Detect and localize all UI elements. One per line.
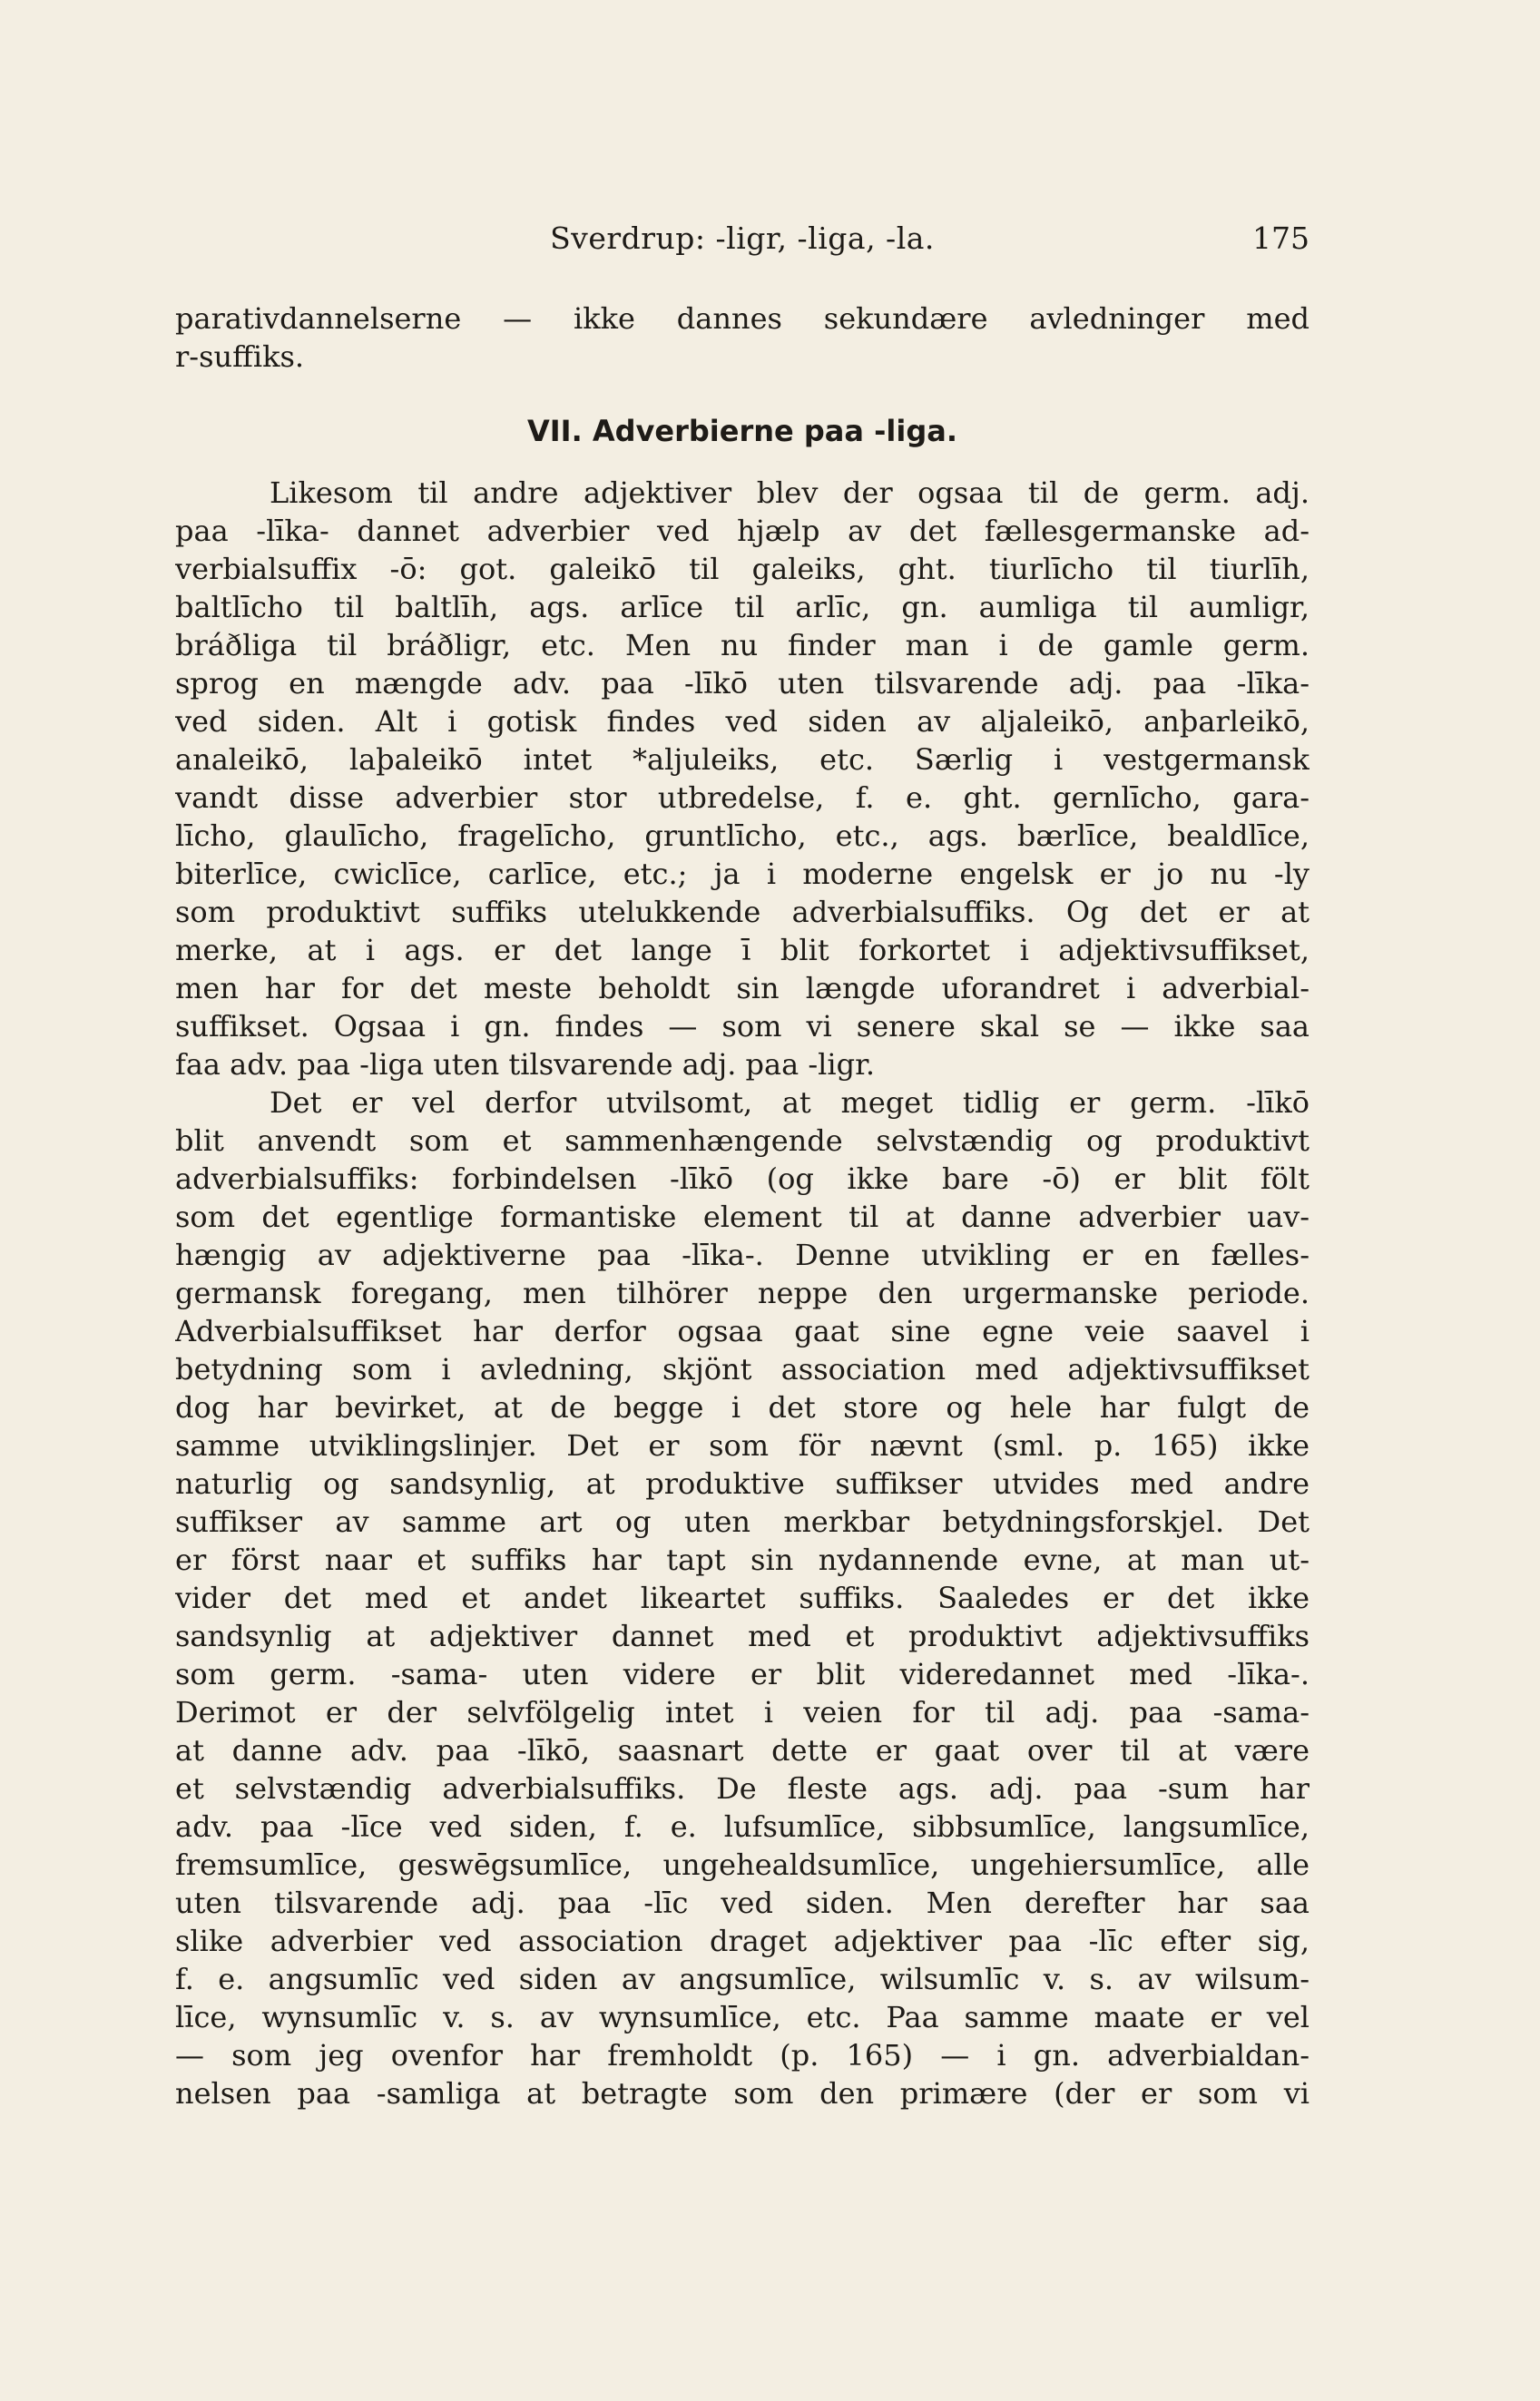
text-line: germansk foregang, men tilhörer neppe den urgermanske periode. [175,1276,1309,1310]
text-line: er först naar et suffiks har tapt sin nydannende evne, at man ut- [175,1543,1309,1577]
text-line: adverbialsuffiks: forbindelsen -līkō (og ikke bare -ō) er blit fölt [175,1161,1309,1196]
text-line: līcho, glaulīcho, fragelīcho, gruntlīcho, etc., ags. bærlīce, bealdlīce, [175,818,1309,853]
text-line: verbialsuffix -ō: got. galeikō til galeiks, ght. tiurlīcho til tiurlīh, [175,552,1309,586]
text-line: som germ. -sama- uten videre er blit videredannet med -līka-. [175,1657,1309,1691]
text-line: naturlig og sandsynlig, at produktive suffikser utvides med andre [175,1466,1309,1501]
text-line: men har for det meste beholdt sin længde uforandret i adverbial- [175,971,1309,1005]
text-line: uten tilsvarende adj. paa -līc ved siden. Men derefter har saa [175,1886,1309,1920]
text-line: slike adverbier ved association draget adjektiver paa -līc efter sig, [175,1924,1309,1958]
text-line: Det er vel derfor utvilsomt, at meget tidlig er germ. -līkō [270,1085,1309,1120]
text-line: Likesom til andre adjektiver blev der ogsaa til de germ. adj. [270,475,1309,510]
running-title: Sverdrup: -ligr, -liga, -la. [550,220,935,256]
paragraph-1 [175,474,1309,1083]
running-header [175,220,1309,264]
text-line: samme utviklingslinjer. Det er som för nævnt (sml. p. 165) ikke [175,1428,1309,1463]
intro-text [175,299,1309,376]
paragraph-2 [175,1083,1309,2112]
text-line: sprog en mængde adv. paa -līkō uten tilsvarende adj. paa -līka- [175,666,1309,701]
text-line: betydning som i avledning, skjönt association med adjektivsuffikset [175,1352,1309,1387]
text-line: vider det med et andet likeartet suffiks. Saaledes er det ikke [175,1581,1309,1615]
text-line: dog har bevirket, at de begge i det store og hele har fulgt de [175,1390,1309,1425]
text-line: baltlīcho til baltlīh, ags. arlīce til arlīc, gn. aumliga til aumligr, [175,590,1309,624]
text-line: līce, wynsumlīc v. s. av wynsumlīce, etc. Paa samme maate er vel [175,2000,1309,2034]
text-line: adv. paa -līce ved siden, f. e. lufsumlīce, sibbsumlīce, langsumlīce, [175,1809,1309,1844]
text-line: som produktivt suffiks utelukkende adverbialsuffiks. Og det er at [175,895,1309,929]
spacer [175,376,1309,403]
text-line: faa adv. paa -liga uten tilsvarende adj. paa -ligr. [175,1047,876,1082]
text-line: hængig av adjektiverne paa -līka-. Denne utvikling er en fælles- [175,1238,1309,1272]
text-line: r-suffiks. [175,339,305,374]
text-line: sandsynlig at adjektiver dannet med et produktivt adjektivsuffiks [175,1619,1309,1653]
text-line: merke, at i ags. er det lange ī blit forkortet i adjektivsuffikset, [175,933,1309,967]
text-line: f. e. angsumlīc ved siden av angsumlīce, wilsumlīc v. s. av wilsum- [175,1962,1309,1996]
text-line: ved siden. Alt i gotisk findes ved siden av aljaleikō, anþarleikō, [175,704,1309,739]
text-line: suffikser av samme art og uten merkbar betydningsforskjel. Det [175,1504,1309,1539]
text-line: suffikset. Ogsaa i gn. findes — som vi senere skal se — ikke saa [175,1009,1309,1044]
text-line: blit anvendt som et sammenhængende selvstændig og produktivt [175,1123,1309,1158]
text-line: bráðliga til bráðligr, etc. Men nu finder man i de gamle germ. [175,628,1309,662]
page-number: 175 [1252,220,1309,256]
text-line: et selvstændig adverbialsuffiks. De fleste ags. adj. paa -sum har [175,1771,1309,1806]
text-line: Adverbialsuffikset har derfor ogsaa gaat sine egne veie saavel i [175,1314,1309,1348]
text-line: nelsen paa -samliga at betragte som den primære (der er som vi [175,2076,1309,2111]
text-line: paa -līka- dannet adverbier ved hjælp av det fællesgermanske ad- [175,514,1309,548]
body-text [175,299,1309,2112]
text-line: biterlīce, cwiclīce, carlīce, etc.; ja i moderne engelsk er jo nu -ly [175,857,1309,891]
text-line: fremsumlīce, geswēgsumlīce, ungehealdsumlīce, ungehiersumlīce, alle [175,1847,1309,1882]
text-line: — som jeg ovenfor har fremholdt (p. 165) — i gn. adverbialdan- [175,2038,1309,2073]
spacer [175,459,1309,474]
text-line: vandt disse adverbier stor utbredelse, f. e. ght. gernlīcho, gara- [175,780,1309,815]
text-line: analeikō, laþaleikō intet *aljuleiks, etc. Særlig i vestgermansk [175,742,1309,777]
text-line: parativdannelserne — ikke dannes sekundære avledninger med [175,301,1309,336]
section-heading: VII. Adverbierne paa -liga. [527,414,957,448]
text-line: som det egentlige formantiske element til at danne adverbier uav- [175,1200,1309,1234]
text-line: at danne adv. paa -līkō, saasnart dette er gaat over til at være [175,1733,1309,1768]
text-line: Derimot er der selvfölgelig intet i veien for til adj. paa -sama- [175,1695,1309,1730]
